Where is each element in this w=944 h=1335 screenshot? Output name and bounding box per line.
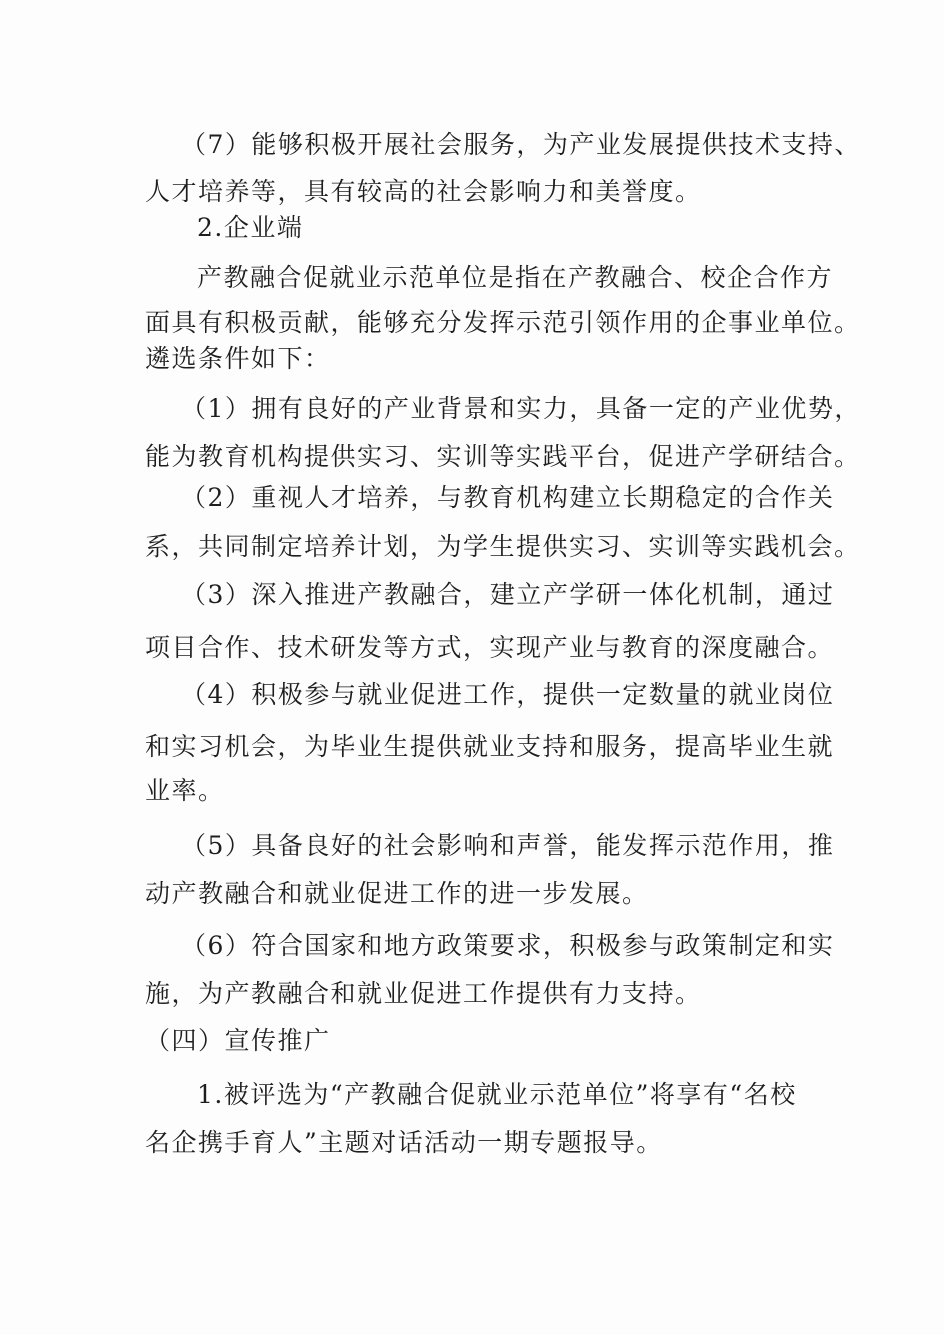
text-line: （3）深入推进产教融合，建立产学研一体化机制，通过 [181,580,835,609]
text-line: （4）积极参与就业促进工作，提供一定数量的就业岗位 [181,680,835,709]
subheading-enterprise: 2.企业端 [197,213,304,242]
text-line: 能为教育机构提供实习、实训等实践平台，促进产学研结合。 [145,442,861,471]
text-line: 业率。 [145,776,225,805]
text-line: 动产教融合和就业促进工作的进一步发展。 [145,879,649,908]
section-heading-promotion: （四）宣传推广 [145,1026,331,1055]
text-line: 遴选条件如下： [145,344,331,373]
text-line: 项目合作、技术研发等方式，实现产业与教育的深度融合。 [145,633,835,662]
text-line: 面具有积极贡献，能够充分发挥示范引领作用的企事业单位。 [145,308,861,337]
text-line: 系，共同制定培养计划，为学生提供实习、实训等实践机会。 [145,532,861,561]
text-line: 1.被评选为“产教融合促就业示范单位”将享有“名校 [197,1080,797,1109]
text-line: （7）能够积极开展社会服务，为产业发展提供技术支持、 [181,130,861,159]
text-line: 和实习机会，为毕业生提供就业支持和服务，提高毕业生就 [145,732,835,761]
text-line: （2）重视人才培养，与教育机构建立长期稳定的合作关 [181,483,835,512]
text-line: 名企携手育人”主题对话活动一期专题报导。 [145,1128,663,1157]
text-line: （6）符合国家和地方政策要求，积极参与政策制定和实 [181,931,835,960]
text-line: 产教融合促就业示范单位是指在产教融合、校企合作方 [197,263,834,292]
text-line: （5）具备良好的社会影响和声誉，能发挥示范作用，推 [181,831,835,860]
text-line: 人才培养等，具有较高的社会影响力和美誉度。 [145,177,702,206]
text-line: （1）拥有良好的产业背景和实力，具备一定的产业优势， [181,394,861,423]
text-line: 施，为产教融合和就业促进工作提供有力支持。 [145,979,702,1008]
